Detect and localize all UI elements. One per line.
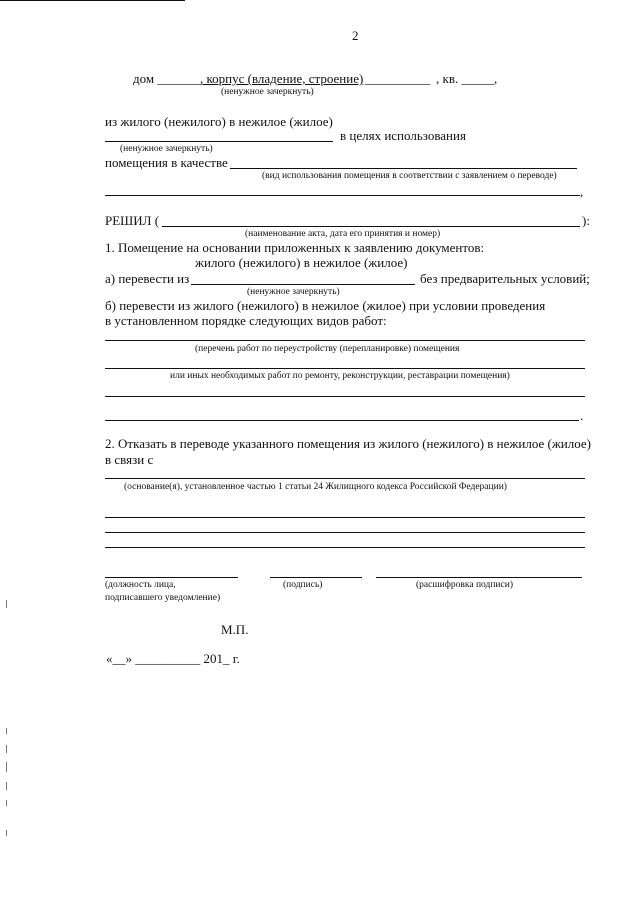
signature-decode-line	[376, 577, 582, 578]
scan-artifact	[6, 762, 7, 772]
decision-a-tail: без предварительных условий;	[420, 271, 590, 286]
works-line-2	[105, 368, 585, 369]
signature-position-label-1: (должность лица,	[105, 580, 176, 590]
address-apartment: , кв. _____,	[436, 71, 498, 86]
signature-decode-label: (расшифровка подписи)	[416, 580, 513, 590]
premises-trailing-comma: ,	[580, 184, 584, 199]
decision-a-line	[191, 284, 415, 285]
decision-b-line-1: б) перевести из жилого (нежилого) в нежилое (жилое) при условии проведения	[105, 298, 546, 313]
address-building: , корпус (владение, строение)	[200, 71, 364, 86]
decision-b-line-2: в установленном порядке следующих видов работ:	[105, 313, 387, 328]
scan-artifact	[6, 600, 7, 608]
stamp-label: М.П.	[221, 622, 249, 637]
decision-label: РЕШИЛ (	[105, 213, 160, 228]
refusal-line-4	[105, 547, 585, 548]
refusal-line-2	[105, 517, 585, 518]
address-building-blank: __________	[365, 71, 430, 86]
works-line-4	[105, 420, 579, 421]
signature-position-label-2: подписавшего уведомление)	[105, 593, 221, 603]
works-period: .	[580, 408, 584, 423]
scan-artifact	[6, 782, 7, 790]
refusal-line-3	[105, 532, 585, 533]
scan-artifact	[6, 728, 7, 734]
decision-act-note: (наименование акта, дата его принятия и номер)	[245, 229, 441, 239]
date-line: «__» __________ 201_ г.	[106, 651, 240, 666]
address-note: (ненужное зачеркнуть)	[221, 87, 314, 97]
works-note-2: или иных необходимых работ по ремонту, реконструкции, реставрации помещения)	[170, 371, 510, 381]
page-number: 2	[352, 28, 359, 43]
decision-item-1: 1. Помещение на основании приложенных к заявлению документов:	[105, 240, 485, 255]
refusal-basis-line	[105, 478, 585, 479]
signature-sign-line	[270, 577, 362, 578]
conversion-purpose: в целях использования	[340, 128, 466, 143]
signature-sign-label: (подпись)	[283, 580, 323, 590]
works-line-1	[105, 340, 585, 341]
decision-item-1-sub: жилого (нежилого) в нежилое (жилое)	[195, 255, 408, 270]
signature-position-line	[105, 577, 238, 578]
conversion-blank-line	[105, 141, 333, 142]
premises-as-label: помещения в качестве	[105, 155, 228, 170]
refusal-item-2-cont: в связи с	[105, 452, 154, 467]
decision-close: ):	[582, 213, 590, 228]
decision-a-label: а) перевести из	[105, 271, 190, 286]
decision-a-note: (ненужное зачеркнуть)	[247, 287, 340, 297]
premises-use-note: (вид использования помещения в соответствии с заявлением о переводе)	[262, 171, 557, 181]
premises-use-line-2	[105, 195, 580, 196]
scan-artifact	[6, 800, 7, 806]
address-house: дом _______	[133, 71, 203, 86]
conversion-note: (ненужное зачеркнуть)	[120, 144, 213, 154]
scan-artifact	[6, 745, 7, 753]
conversion-direction: из жилого (нежилого) в нежилое (жилое)	[105, 114, 333, 129]
scan-artifact	[6, 830, 7, 836]
premises-use-line	[230, 168, 577, 169]
works-line-3	[105, 396, 585, 397]
refusal-basis-note: (основание(я), установленное частью 1 статьи 24 Жилищного кодекса Российской Федерации)	[124, 482, 507, 492]
decision-act-line	[162, 226, 580, 227]
refusal-item-2: 2. Отказать в переводе указанного помещения из жилого (нежилого) в нежилое (жилое)	[105, 436, 592, 451]
works-note-1: (перечень работ по переустройству (перепланировке) помещения	[195, 344, 460, 354]
top-rule	[0, 0, 185, 1]
